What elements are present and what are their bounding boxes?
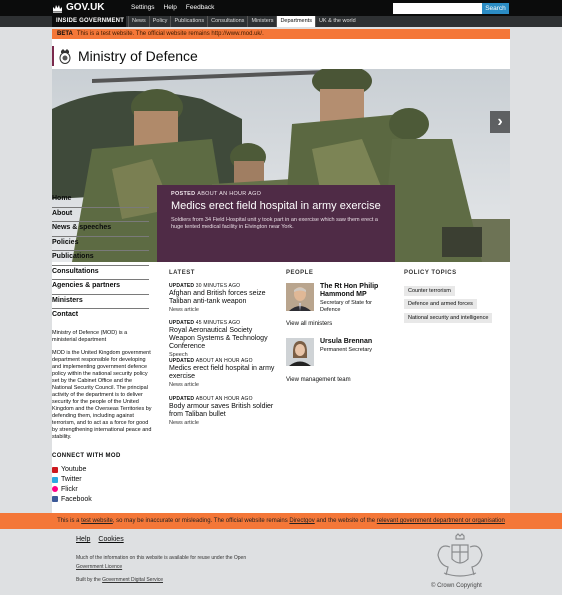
person-name[interactable]: The Rt Hon Philip Hammond MP [320,283,379,298]
settings-link[interactable]: Settings [131,4,155,11]
news-title[interactable]: Body armour saves British soldier from Taliban bullet [169,403,274,418]
news-meta-label: UPDATED [169,320,195,326]
cookies-footer-link[interactable]: Cookies [98,536,124,543]
nav-about[interactable]: About [52,208,149,223]
news-item[interactable] [169,396,279,426]
news-meta-label: UPDATED [169,358,195,364]
beta-tag: BETA [57,31,73,37]
beta-banner [52,29,510,39]
open-government-licence-link[interactable] [76,563,122,571]
relevant-department-link[interactable]: relevant government department or organisation [376,518,505,524]
govuk-logo-text: GOV.UK [66,2,105,13]
news-meta-time: 45 MINUTES AGO [195,320,241,326]
news-title[interactable]: Afghan and British forces seize Taliban anti-tank weapon [169,290,266,305]
feature-title[interactable]: Medics erect field hospital in army exercise [171,200,381,212]
news-type: News article [169,307,199,313]
crown-icon [52,3,63,13]
feature-meta [171,191,381,197]
inside-government-label[interactable]: INSIDE GOVERNMENT [52,16,126,27]
nav-news-and-speeches[interactable]: News & speeches [52,222,149,237]
top-nav [131,4,214,11]
feature-meta-time: ABOUT AN HOUR AGO [197,191,262,197]
organisation-nav [52,193,149,324]
topic-defence-and-armed-forces[interactable]: Defence and armed forces [404,299,477,309]
banner-text-part: This is a [57,518,82,524]
directgov-link[interactable]: Directgov [289,518,315,524]
topic-counter-terrorism[interactable]: Counter terrorism [404,286,455,296]
latest-heading: LATEST [169,270,195,276]
organisation-name: Ministry of Defence [78,48,198,64]
news-title[interactable]: Medics erect field hospital in army exercise [169,365,275,380]
news-meta [169,358,279,364]
feature-description: Soldiers from 34 Field Hospital unit y took part in an exercise which saw them erect a huge tented medical facility in Elvington near York. [171,217,378,230]
view-management-team-link[interactable]: View management team [286,377,351,383]
about-text [52,330,152,447]
mod-crest-icon [58,48,72,64]
built-by-text [76,576,163,584]
news-type: Speech [169,352,188,358]
gds-link[interactable]: Government Digital Service [102,577,163,583]
news-title[interactable]: Royal Aeronautical Society Weapon Systems & Technology Conference [169,327,268,350]
view-all-ministers-link[interactable]: View all ministers [286,321,333,327]
royal-coat-of-arms-icon [432,533,488,579]
next-slide-button[interactable]: › [490,111,510,133]
nav-home[interactable]: Home [52,193,149,208]
tab-departments[interactable]: Departments [276,16,315,27]
news-item[interactable] [169,320,279,358]
news-type: News article [169,382,199,388]
flickr-link[interactable] [52,485,92,495]
feature-story[interactable] [157,185,395,262]
footer-links [76,536,124,543]
person-role: Permanent Secretary [320,347,372,353]
licence-link-text[interactable]: Government Licence [76,564,123,570]
news-meta-time: 30 MINUTES AGO [195,283,241,289]
tab-consultations[interactable]: Consultations [207,16,247,27]
search-button[interactable]: Search [482,3,509,14]
help-footer-link[interactable]: Help [76,536,91,543]
tab-news[interactable]: News [128,16,149,27]
facebook-label: Facebook [61,495,92,503]
nav-ministers[interactable]: Ministers [52,295,149,310]
test-site-banner [0,513,562,529]
nav-agencies-and-partners[interactable]: Agencies & partners [52,280,149,295]
topic-national-security[interactable]: National security and intelligence [404,313,492,323]
person-name[interactable]: Ursula Brennan [320,338,373,345]
banner-text-part: and the website of the [314,518,377,524]
avatar [286,283,314,311]
youtube-link[interactable] [52,465,92,475]
people-heading: PEOPLE [286,270,314,276]
section-nav [128,16,359,27]
news-meta-label: UPDATED [169,396,195,402]
youtube-icon [52,467,58,473]
licence-text: Much of the information on this website is available for reuse under the Open [76,555,247,561]
search-input[interactable] [393,3,482,14]
facebook-link[interactable] [52,494,92,504]
avatar [286,338,314,366]
social-links [52,465,92,504]
org-colour-bar [52,46,54,66]
nav-policies[interactable]: Policies [52,237,149,252]
feedback-link[interactable]: Feedback [185,4,215,11]
twitter-label: Twitter [61,476,82,484]
person-role: Secretary of State for Defence [320,300,372,313]
tab-publications[interactable]: Publications [170,16,207,27]
news-item[interactable] [169,358,279,388]
govuk-logo[interactable] [52,2,105,13]
news-meta [169,320,279,326]
flickr-icon [52,486,58,492]
policy-topics-heading: POLICY TOPICS [404,270,457,276]
person-card[interactable] [286,338,380,366]
person-card[interactable] [286,283,380,314]
nav-consultations[interactable]: Consultations [52,266,149,281]
twitter-link[interactable] [52,475,92,485]
tab-policy[interactable]: Policy [149,16,171,27]
news-meta-time: ABOUT AN HOUR AGO [195,358,253,364]
tab-uk-and-the-world[interactable]: UK & the world [315,16,359,27]
about-paragraph: Ministry of Defence (MOD) is a ministerial department [52,330,128,343]
connect-heading: CONNECT WITH MOD [52,453,121,459]
flickr-label: Flickr [61,485,78,493]
twitter-icon [52,477,58,483]
tab-ministers[interactable]: Ministers [247,16,276,27]
news-meta-label: UPDATED [169,283,195,289]
news-meta [169,283,279,289]
news-meta [169,396,279,402]
nav-contact[interactable]: Contact [52,311,79,318]
about-paragraph: MOD is the United Kingdom government department responsible for developing and implementing government defence policy within the national security policy set by the Cabinet Office and the National Security Council. The principal activity of the department is to deliver security for the people of the United Kingdom and the Overseas Territories by defending them, including against terrorism, and to act as a force for good by strengthening international peace and stability. [52,350,152,440]
built-by-label: Built by the [76,577,103,583]
banner-text-part: , so may be inaccurate or misleading. The official website remains [112,518,290,524]
beta-text: This is a test website. The official website remains http://www.mod.uk/. [76,31,264,37]
help-link[interactable]: Help [163,4,177,11]
news-meta-time: ABOUT AN HOUR AGO [195,396,253,402]
test-website-link[interactable]: test website [81,518,113,524]
news-item[interactable] [169,283,279,313]
news-type: News article [169,420,199,426]
facebook-icon [52,496,58,502]
organisation-heading [52,45,198,67]
feature-meta-label: POSTED [171,191,196,197]
youtube-label: Youtube [61,466,87,474]
nav-publications[interactable]: Publications [52,251,149,266]
crown-copyright: © Crown Copyright [431,583,482,589]
